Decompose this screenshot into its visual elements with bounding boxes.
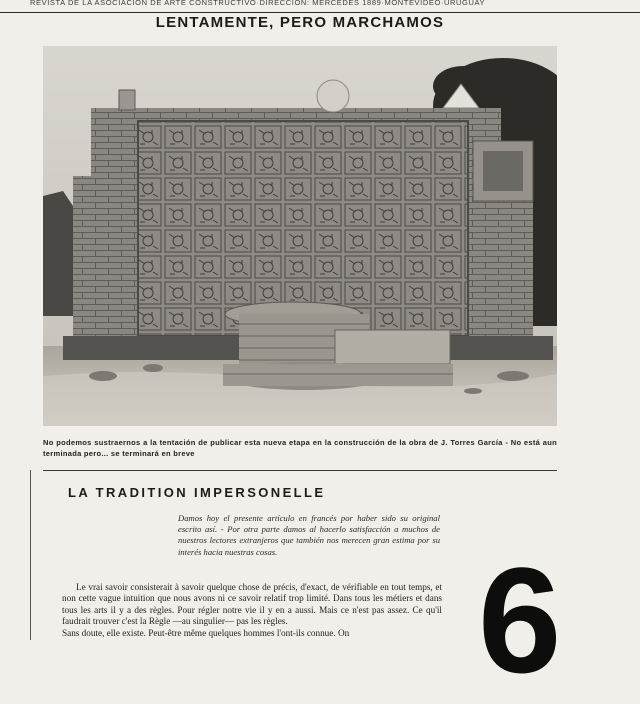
intro-note: Damos hoy el presente artículo en francés por haber sido su original escrito así. - Por otra parte damos al hacerlo satisfacción a muchos de nuestros lectores extranjeros que también nos merecen gran estima por su interés hacia nuestras cosas. <box>178 513 440 557</box>
section-title: LA TRADITION IMPERSONELLE <box>68 485 326 500</box>
monument-photo <box>43 46 557 426</box>
article-body <box>62 582 442 639</box>
section-divider <box>43 470 557 471</box>
column-rule <box>30 470 31 640</box>
masthead-text: REVISTA DE LA ASOCIACION DE ARTE CONSTRUCTIVO·DIRECCION: MERCEDES 1889·MONTEVIDEO·URUGUAY <box>30 0 486 7</box>
photo-caption: No podemos sustraernos a la tentación de publicar esta nueva etapa en la construcción de la obra de J. Torres García - No está aun terminada pero... se terminará en breve <box>43 438 557 458</box>
article-paragraph: Sans doute, elle existe. Peut-être même quelques hommes l'ont-ils connue. On <box>62 627 350 638</box>
masthead <box>0 0 640 13</box>
article-paragraph: Le vrai savoir consisterait à savoir quelque chose de précis, d'exact, de vérifiable en tout temps, et non cette vague intuition que nous avons ni ce savoir relatif trop limité. Dans tous les métiers et dans tous les arts il y a des règles. Pour régler notre vie il y en a aussi. Mais ce n'est pas assez. Ce qu'il faudrait trouver c'est la Règle —au singulier— pas les règles. <box>62 582 442 627</box>
issue-number: 6 <box>478 536 562 704</box>
headline: LENTAMENTE, PERO MARCHAMOS <box>155 14 445 31</box>
